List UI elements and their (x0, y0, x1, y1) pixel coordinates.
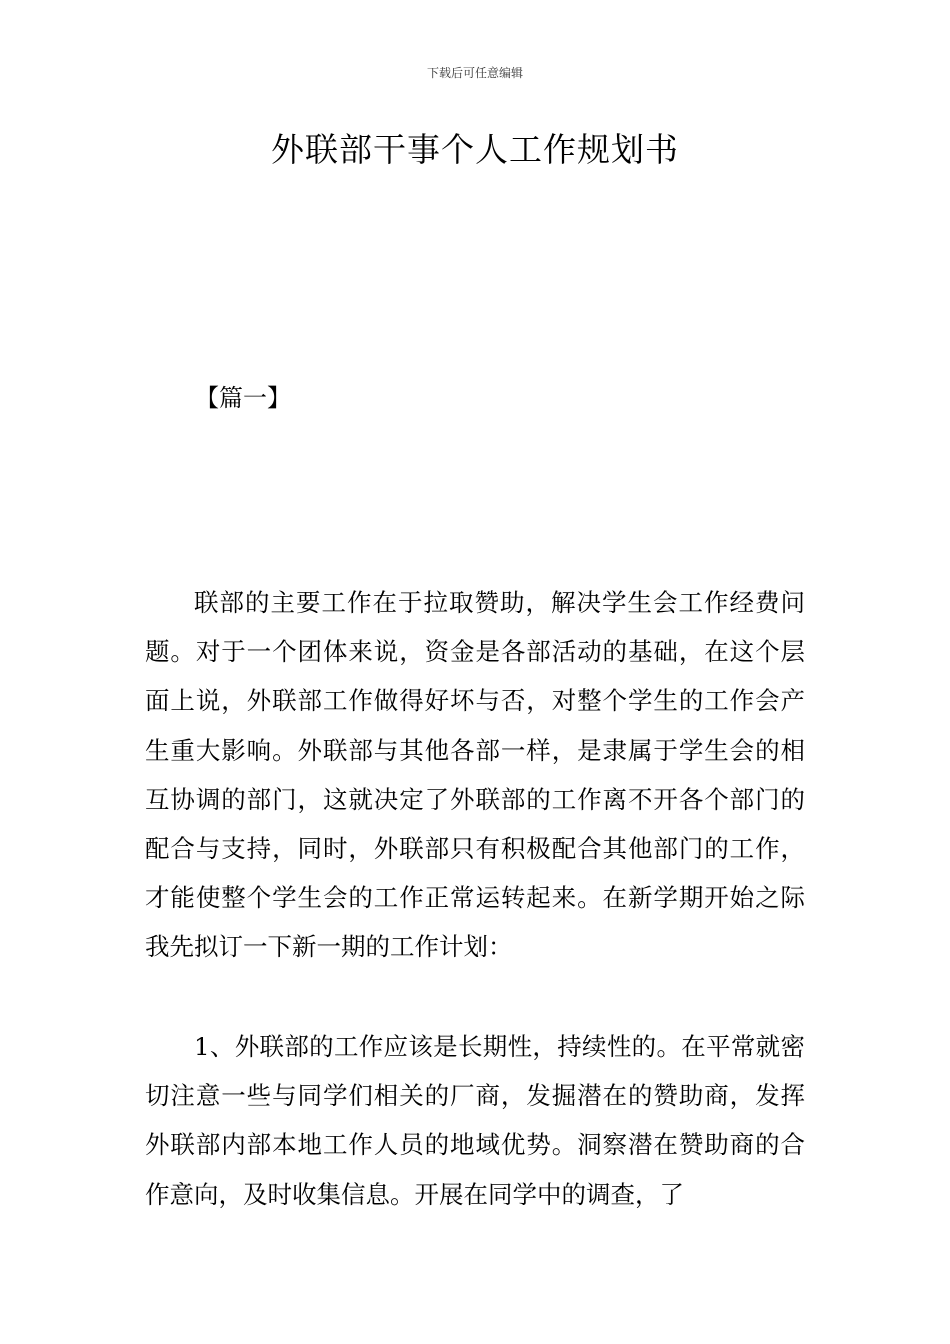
document-title: 外联部干事个人工作规划书 (271, 130, 679, 169)
body-paragraph: 1、外联部的工作应该是长期性，持续性的。在平常就密切注意一些与同学们相关的厂商，发掘潜在的赞助商，发挥外联部内部本地工作人员的地域优势。洞察潜在赞助商的合作意向，及时收集信息。开展在同学中的调查，了 (145, 1032, 805, 1209)
header-note: 下载后可任意编辑 (426, 66, 523, 80)
section-label: 【篇一】 (195, 384, 291, 412)
body-paragraph: 联部的主要工作在于拉取赞助，解决学生会工作经费问题。对于一个团体来说，资金是各部活动的基础，在这个层面上说，外联部工作做得好坏与否，对整个学生的工作会产生重大影响。外联部与其他各部一样，是隶属于学生会的相互协调的部门，这就决定了外联部的工作离不开各个部门的配合与支持，同时，外联部只有积极配合其他部门的工作，才能使整个学生会的工作正常运转起来。在新学期开始之际我先拟订一下新一期的工作计划： (145, 588, 805, 962)
